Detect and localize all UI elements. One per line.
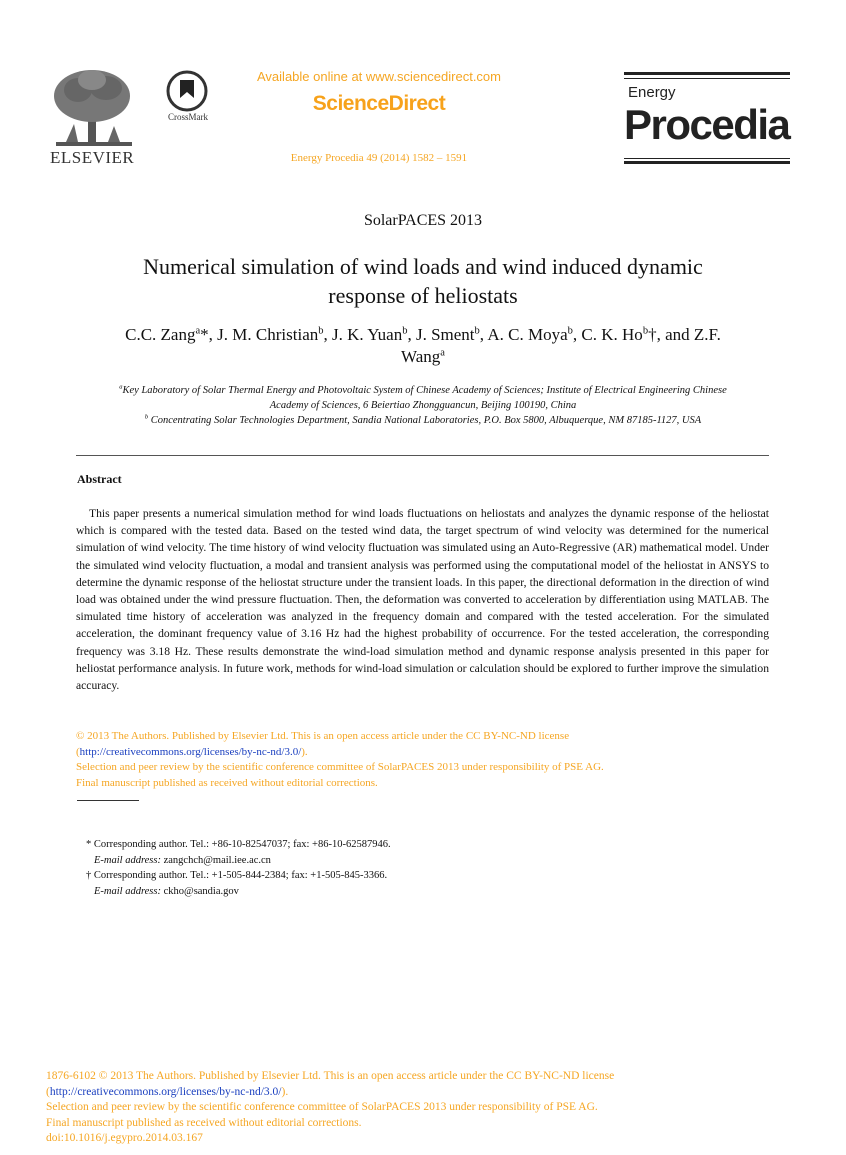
affiliation-a: Key Laboratory of Solar Thermal Energy and Photovoltaic System of Chinese Academy of Sciences; Institute of Electrical Engineering Chinese: [122, 385, 727, 396]
title-line-1: Numerical simulation of wind loads and wind induced dynamic: [143, 254, 703, 279]
footnote-1: * Corresponding author. Tel.: +86-10-82547037; fax: +86-10-62587946.: [86, 839, 391, 850]
email-address[interactable]: ckho@sandia.gov: [160, 885, 239, 897]
affiliation-marker: b: [567, 325, 573, 337]
manuscript-line: Final manuscript published as received without editorial corrections.: [76, 776, 378, 789]
email-address[interactable]: zangchch@mail.iee.ac.cn: [160, 854, 271, 866]
abstract-text: This paper presents a numerical simulation method for wind loads fluctuations on heliostats and analyzes the dynamic response of the heliostat which is compared with the tested data. Based on the tested wind data, the target spectrum of wind velocity was determined for the numerical simulation of wind velocity. The time history of wind velocity fluctuation was simulated using an Auto-Regressive (AR) mathematical model. Under the simulated wind velocity fluctuation, a modal and transient analysis was performed using the computational model of the heliostat in ANSYS to determine the dynamic response of the heliostat structure under the transient loads. In this paper, the directional deformation in the direction of wind load was obtained under the wind pressure fluctuation. Then, the deformation was converted to acceleration by differentiation using MATLAB. The simulated time history of acceleration was analyzed in the frequency domain and compared with the tested acceleration. For the simulated acceleration, the dominant frequency value of 3.16 Hz had the highest probability of occurrence. For the tested acceleration, the corresponding frequency was 3.18 Hz. These results demonstrate the wind-load simulation method and dynamic response analysis presented in this paper for heliostat performance analysis. In future work, methods for wind-load simulation or calculation should be explored to further improve the simulation accuracy.: [76, 507, 769, 693]
license-link[interactable]: http://creativecommons.org/licenses/by-nc-nd/3.0/: [79, 745, 302, 758]
author-separator: ,: [323, 325, 332, 344]
author: J. Sment: [415, 325, 475, 344]
peer-review-line: Selection and peer review by the scientific conference committee of SolarPACES 2013 under responsibility of PSE AG.: [46, 1101, 598, 1113]
peer-review-line: Selection and peer review by the scientific conference committee of SolarPACES 2013 under responsibility of PSE AG.: [76, 761, 604, 773]
manuscript-line: Final manuscript published as received without editorial corrections.: [46, 1116, 362, 1129]
email-label: E-mail address:: [94, 885, 161, 897]
author-list: [70, 324, 776, 368]
affiliation-b: Concentrating Solar Technologies Department, Sandia National Laboratories, P.O. Box 5800, Albuquerque, NM 87185-1127, USA: [148, 415, 702, 426]
conference-name: SolarPACES 2013: [363, 212, 483, 229]
journal-name-procedia: Procedia: [624, 101, 790, 148]
paren: (: [76, 745, 80, 758]
author: Wang: [401, 347, 441, 366]
author: C.C. Zang: [125, 325, 196, 344]
affiliation-marker: a: [119, 383, 123, 391]
affiliation-marker: b: [144, 413, 149, 421]
footnote-2: † Corresponding author. Tel.: +1-505-844-2384; fax: +1-505-845-3366.: [86, 870, 388, 881]
title-line-2: response of heliostats: [328, 283, 518, 308]
affiliation-marker: b: [402, 325, 408, 337]
author: J. K. Yuan: [332, 325, 403, 344]
sciencedirect-logo[interactable]: ScienceDirect: [312, 92, 446, 115]
affiliation-marker: b: [318, 325, 324, 337]
license-notice: [76, 729, 769, 791]
abstract-heading: Abstract: [77, 472, 122, 486]
affiliations: [70, 383, 776, 428]
affiliation-marker: a: [440, 347, 445, 359]
email-label: E-mail address:: [94, 854, 161, 866]
footnotes: [86, 837, 391, 899]
paren: (: [46, 1085, 50, 1098]
bottom-license-notice: [46, 1069, 786, 1147]
author: Z.F.: [693, 325, 721, 344]
footnote-rule: [77, 800, 139, 801]
available-online-link[interactable]: Available online at www.sciencedirect.com: [257, 69, 501, 84]
issn-copyright-line: 1876-6102 © 2013 The Authors. Published by Elsevier Ltd. This is an open access article under the CC BY-NC-ND license: [46, 1070, 615, 1082]
author: C. K. Ho: [581, 325, 643, 344]
author: J. M. Christian: [217, 325, 319, 344]
paper-title: [90, 252, 756, 310]
author: A. C. Moya: [487, 325, 568, 344]
author-separator: *,: [200, 325, 218, 344]
paren: ).: [281, 1085, 289, 1098]
author-separator: ,: [479, 325, 488, 344]
author-separator: ,: [572, 325, 582, 344]
section-divider: [76, 455, 769, 456]
license-link[interactable]: http://creativecommons.org/licenses/by-nc-nd/3.0/: [49, 1085, 282, 1098]
author-separator: †, and: [648, 325, 694, 344]
journal-reference: Energy Procedia 49 (2014) 1582 – 1591: [290, 152, 468, 164]
publisher-name: ELSEVIER: [50, 148, 135, 167]
paren: ).: [301, 745, 308, 758]
affiliation-a-cont: Academy of Sciences, 6 Beiertiao Zhongguancun, Beijing 100190, China: [269, 400, 577, 411]
journal-name-energy: Energy: [628, 84, 676, 101]
affiliation-marker: b: [642, 325, 649, 337]
crossmark-label: CrossMark: [168, 112, 208, 122]
crossmark-icon[interactable]: [166, 70, 208, 117]
doi[interactable]: doi:10.1016/j.egypro.2014.03.167: [46, 1132, 203, 1144]
affiliation-marker: a: [195, 325, 201, 337]
author-separator: ,: [407, 325, 416, 344]
copyright-line: © 2013 The Authors. Published by Elsevier Ltd. This is an open access article under the CC BY-NC-ND license: [76, 730, 570, 742]
affiliation-marker: b: [474, 325, 480, 337]
